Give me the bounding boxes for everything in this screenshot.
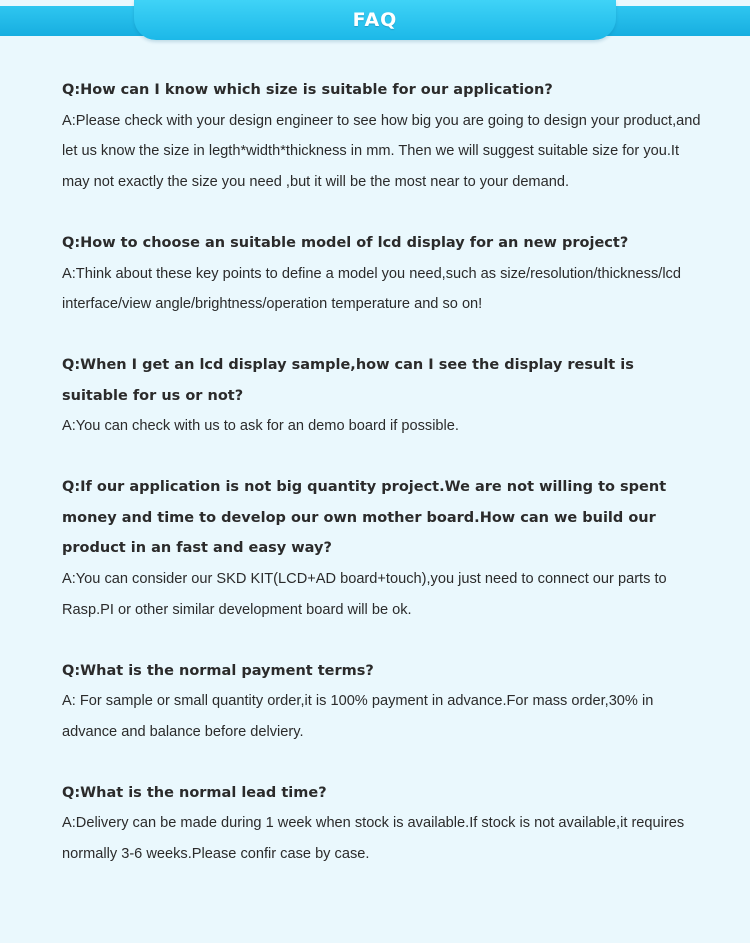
faq-question: Q:How to choose an suitable model of lcd display for an new project? [62,234,629,251]
faq-question: Q:How can I know which size is suitable for our application? [62,82,553,98]
faq-item-payment [62,656,702,748]
faq-item-skd-kit [62,472,702,626]
faq-question: Q:When I get an lcd display sample,how can I see the display result is suitable for us or not? [62,356,634,404]
faq-item-size [62,75,702,198]
faq-answer: A:Delivery can be made during 1 week when stock is available.If stock is not available,it requires normally 3-6 weeks.Please confir case by case. [62,815,685,863]
faq-item-sample [62,350,702,442]
page-title: FAQ [352,9,398,31]
faq-answer: A:Please check with your design engineer to see how big you are going to design your product,and let us know the size in legth*width*thickness in mm. Then we will suggest suitable size for you.It may not exactly the size you need ,but it will be the most near to your demand. [62,112,701,191]
faq-item-lead-time [62,778,702,870]
faq-answer: A:Think about these key points to define a model you need,such as size/resolution/thickness/lcd interface/view angle/brightness/operation temperature and so on! [62,265,681,313]
faq-answer: A:You can consider our SKD KIT(LCD+AD board+touch),you just need to connect our parts to Rasp.PI or other similar development board will be ok. [62,571,667,618]
faq-item-model [62,228,702,320]
faq-question: Q:If our application is not big quantity project.We are not willing to spent money and time to develop our own mother board.How can we build our product in an fast and easy way? [62,479,667,557]
faq-answer: A: For sample or small quantity order,it is 100% payment in advance.For mass order,30% in advance and balance before delviery. [62,693,654,740]
faq-answer: A:You can check with us to ask for an demo board if possible. [62,418,459,435]
header-banner [134,0,616,40]
faq-question: Q:What is the normal payment terms? [62,662,374,679]
faq-list [62,75,702,900]
faq-question: Q:What is the normal lead time? [62,784,327,801]
